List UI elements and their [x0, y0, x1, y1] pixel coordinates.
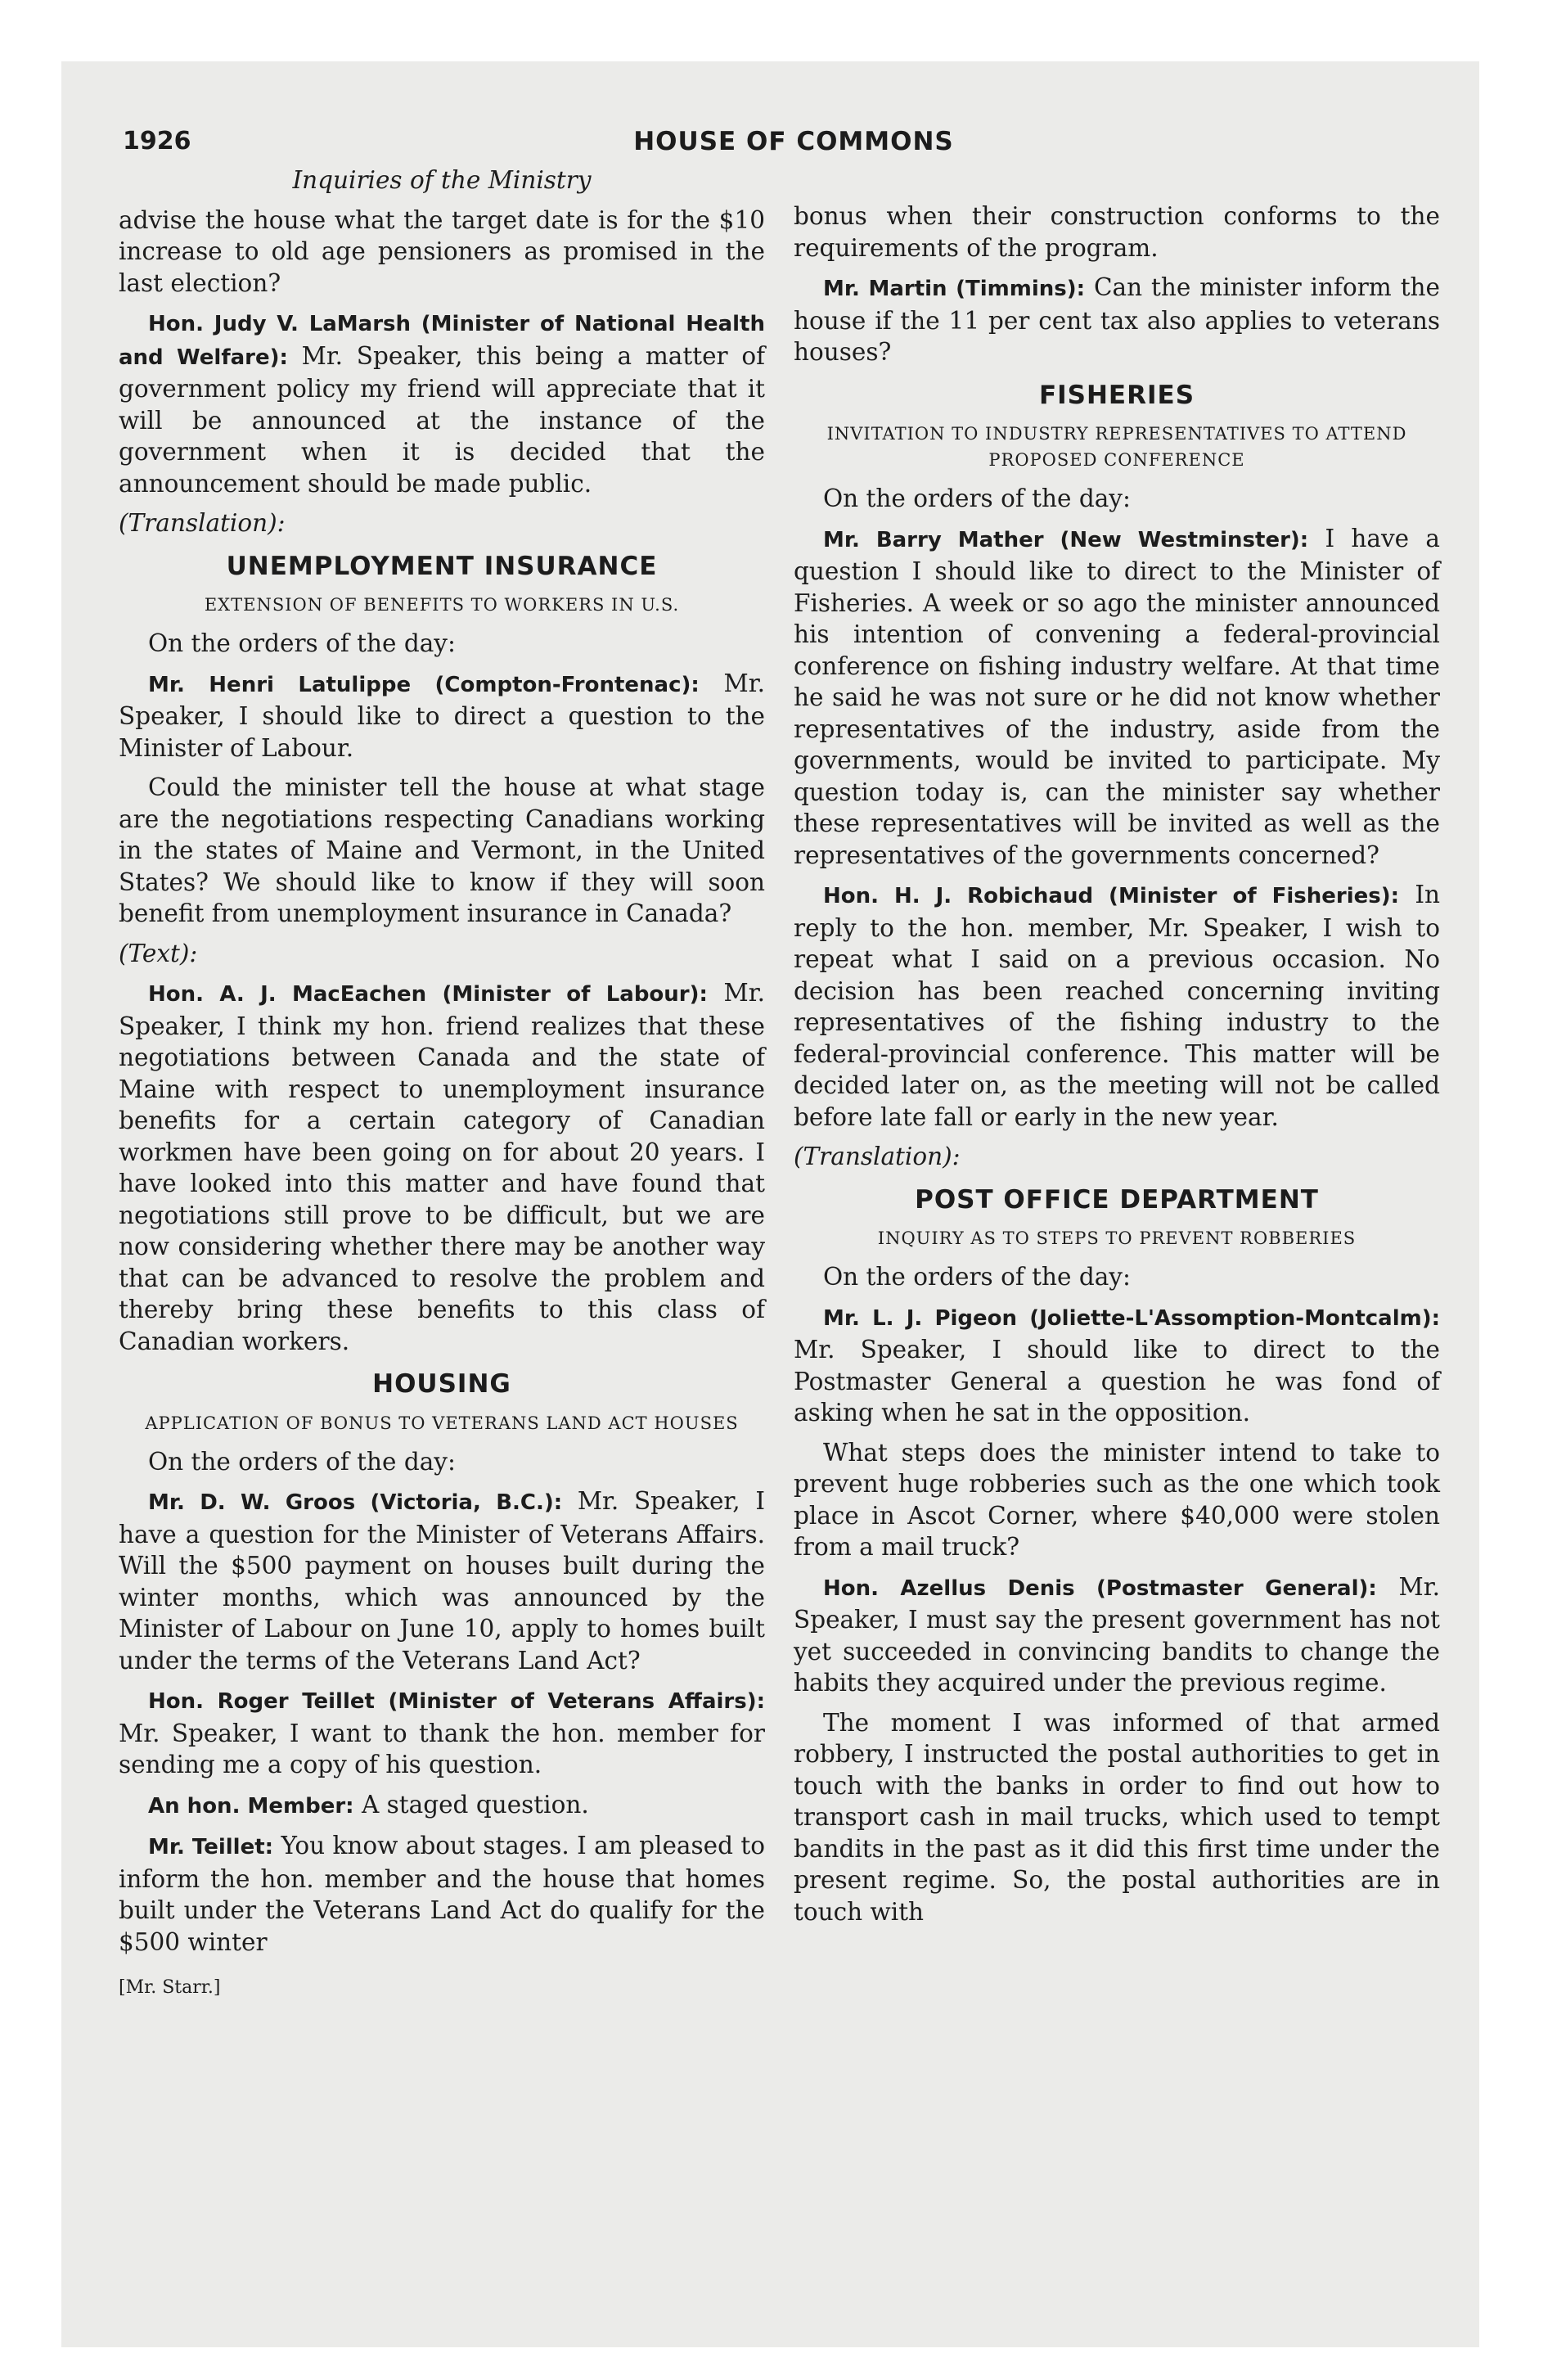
speaker-name: Mr. Teillet:: [148, 1835, 274, 1859]
inquiries-heading: Inquiries of the Ministry: [292, 166, 592, 194]
section-title-unemployment: UNEMPLOYMENT INSURANCE: [226, 551, 658, 581]
speaker-name: Mr. Martin (Timmins):: [823, 277, 1086, 301]
paragraph: [119, 1789, 765, 1823]
paragraph: [119, 1684, 765, 1781]
speaker-name: Hon. Azellus Denis (Postmaster General):: [823, 1575, 1377, 1601]
page-number: 1926: [123, 127, 191, 156]
speech-text: You know about stages. I am pleased to inform the hon. member and the house that homes built under the Veterans Land Act do qualify for the $500 winter: [119, 1832, 765, 1956]
paragraph: [119, 977, 765, 1357]
footer-note: [Mr. Starr.]: [119, 1977, 221, 1998]
paragraph: [119, 1830, 765, 1958]
speech-text: Mr. Speaker, I should like to direct a question to the Minister of Labour.: [119, 669, 765, 762]
speaker-name: Mr. Henri Latulippe (Compton-Frontenac):: [148, 672, 700, 697]
left-column: [119, 165, 765, 2004]
orders-of-day: On the orders of the day:: [823, 485, 1131, 512]
orders-of-day: On the orders of the day:: [148, 1447, 456, 1476]
paragraph: [119, 668, 765, 764]
speaker-name: Hon. A. J. MacEachen (Minister of Labour):: [148, 982, 708, 1007]
paragraph: [119, 1485, 765, 1676]
translation-note: (Translation):: [119, 509, 286, 537]
paragraph: The moment I was informed of that armed robbery, I instructed the postal authorities to get in touch with the banks in order to find out how to transport cash in mail trucks, which used to tempt bandits in the past as it did this first time under the present regime. So, the postal authorities are in touch with: [794, 1708, 1440, 1926]
orders-of-day: On the orders of the day:: [823, 1263, 1131, 1291]
page-header: [123, 127, 1465, 168]
section-title-fisheries: FISHERIES: [1038, 380, 1195, 410]
speech-text: Mr. Speaker, I should like to direct to the Postmaster General a question he was fond of asking when he sat in the opposition.: [794, 1336, 1440, 1427]
paragraph: Could the minister tell the house at what stage are the negotiations respecting Canadians working in the states of Maine and Vermont, in the United States? We should like to know if they will soon benefit from unemployment insurance in Canada?: [119, 773, 765, 927]
section-title-post-office: POST OFFICE DEPARTMENT: [915, 1184, 1319, 1215]
translation-note: (Translation):: [794, 1143, 961, 1170]
speaker-name: Hon. Roger Teillet (Minister of Veterans Affairs):: [148, 1689, 765, 1714]
speech-text: Can the minister inform the house if the 11 per cent tax also applies to veterans houses?: [794, 273, 1441, 366]
speech-text: Mr. Speaker, I think my hon. friend realizes that these negotiations between Canada and the state of Maine with respect to unemployment insurance benefits for a certain category of Canadian workmen have been going on for about 20 years. I have looked into this matter and have found that negotiations still prove to be difficult, but we are now considering whether there may be another way that can be advanced to resolve the problem and thereby bring these benefits to this class of Canadian workers.: [119, 979, 765, 1355]
orders-of-day: On the orders of the day:: [148, 629, 456, 657]
speech-text: Mr. Speaker, I have a question for the Minister of Veterans Affairs. Will the $500 payment on houses built during the winter months, which was announced by the Minister of Labour on June 10, apply to homes built under the terms of the Veterans Land Act?: [119, 1487, 765, 1675]
speaker-name: Mr. D. W. Groos (Victoria, B.C.):: [148, 1490, 563, 1515]
speaker-name: Mr. L. J. Pigeon (Joliette-L'Assomption-Montcalm):: [823, 1305, 1440, 1331]
speech-text: Mr. Speaker, I want to thank the hon. member for sending me a copy of his question.: [119, 1719, 765, 1778]
speaker-name: Hon. Judy V. LaMarsh (Minister of National Health and Welfare):: [119, 312, 765, 370]
speech-text: I have a question I should like to direct to the Minister of Fisheries. A week or so ago the minister announced his intention of convening a federal-provincial conference on fishing industry welfare. At that time he said he was not sure or he did not know whether representatives of the industry, aside from the governments, would be invited to participate. My question today is, can the minister say whether these representatives will be invited as well as the representatives of the governments concerned?: [794, 524, 1440, 869]
speech-text: Mr. Speaker, I must say the present government has not yet succeeded in convincing bandits to change the habits they acquired under the previous regime.: [794, 1572, 1440, 1697]
section-title-housing: HOUSING: [372, 1369, 511, 1399]
paragraph: What steps does the minister intend to take to prevent huge robberies such as the one which took place in Ascot Corner, where $40,000 were stolen from a mail truck?: [794, 1438, 1440, 1561]
paragraph: [794, 1571, 1440, 1699]
paragraph: [794, 1301, 1440, 1429]
speaker-name: An hon. Member:: [148, 1793, 354, 1819]
paragraph: bonus when their construction conforms to the requirements of the program.: [794, 202, 1440, 262]
running-head: HOUSE OF COMMONS: [633, 127, 954, 156]
paragraph: advise the house what the target date is for the $10 increase to old age pensioners as promised in the last election?: [119, 205, 765, 297]
section-subtitle: INVITATION TO INDUSTRY REPRESENTATIVES TO ATTEND PROPOSED CONFERENCE: [826, 424, 1407, 470]
section-subtitle: INQUIRY AS TO STEPS TO PREVENT ROBBERIES: [877, 1228, 1357, 1248]
speech-text: Mr. Speaker, this being a matter of government policy my friend will appreciate that it will be announced at the instance of the government when it is decided that the announcement should be made public.: [119, 341, 766, 498]
speaker-name: Mr. Barry Mather (New Westminster):: [823, 527, 1309, 552]
right-column: [794, 201, 1440, 1936]
speech-text: In reply to the hon. member, Mr. Speaker, I wish to repeat what I said on a previous occasion. No decision has been reached concerning inviting representatives of the fishing industry to the federal-provincial conference. This matter will be decided later on, as the meeting will not be called before late fall or early in the new year.: [794, 881, 1440, 1131]
page-scan: [61, 61, 1479, 2347]
speaker-name: Hon. H. J. Robichaud (Minister of Fisheries):: [823, 884, 1400, 908]
text-note: (Text):: [119, 939, 198, 967]
section-subtitle: EXTENSION OF BENEFITS TO WORKERS IN U.S.: [204, 595, 680, 615]
speech-text: A staged question.: [361, 1790, 589, 1819]
paragraph: [794, 272, 1440, 368]
section-subtitle: APPLICATION OF BONUS TO VETERANS LAND ACT HOUSES: [145, 1413, 739, 1433]
paragraph: [794, 523, 1440, 872]
paragraph: [119, 307, 765, 499]
paragraph: [794, 879, 1440, 1133]
